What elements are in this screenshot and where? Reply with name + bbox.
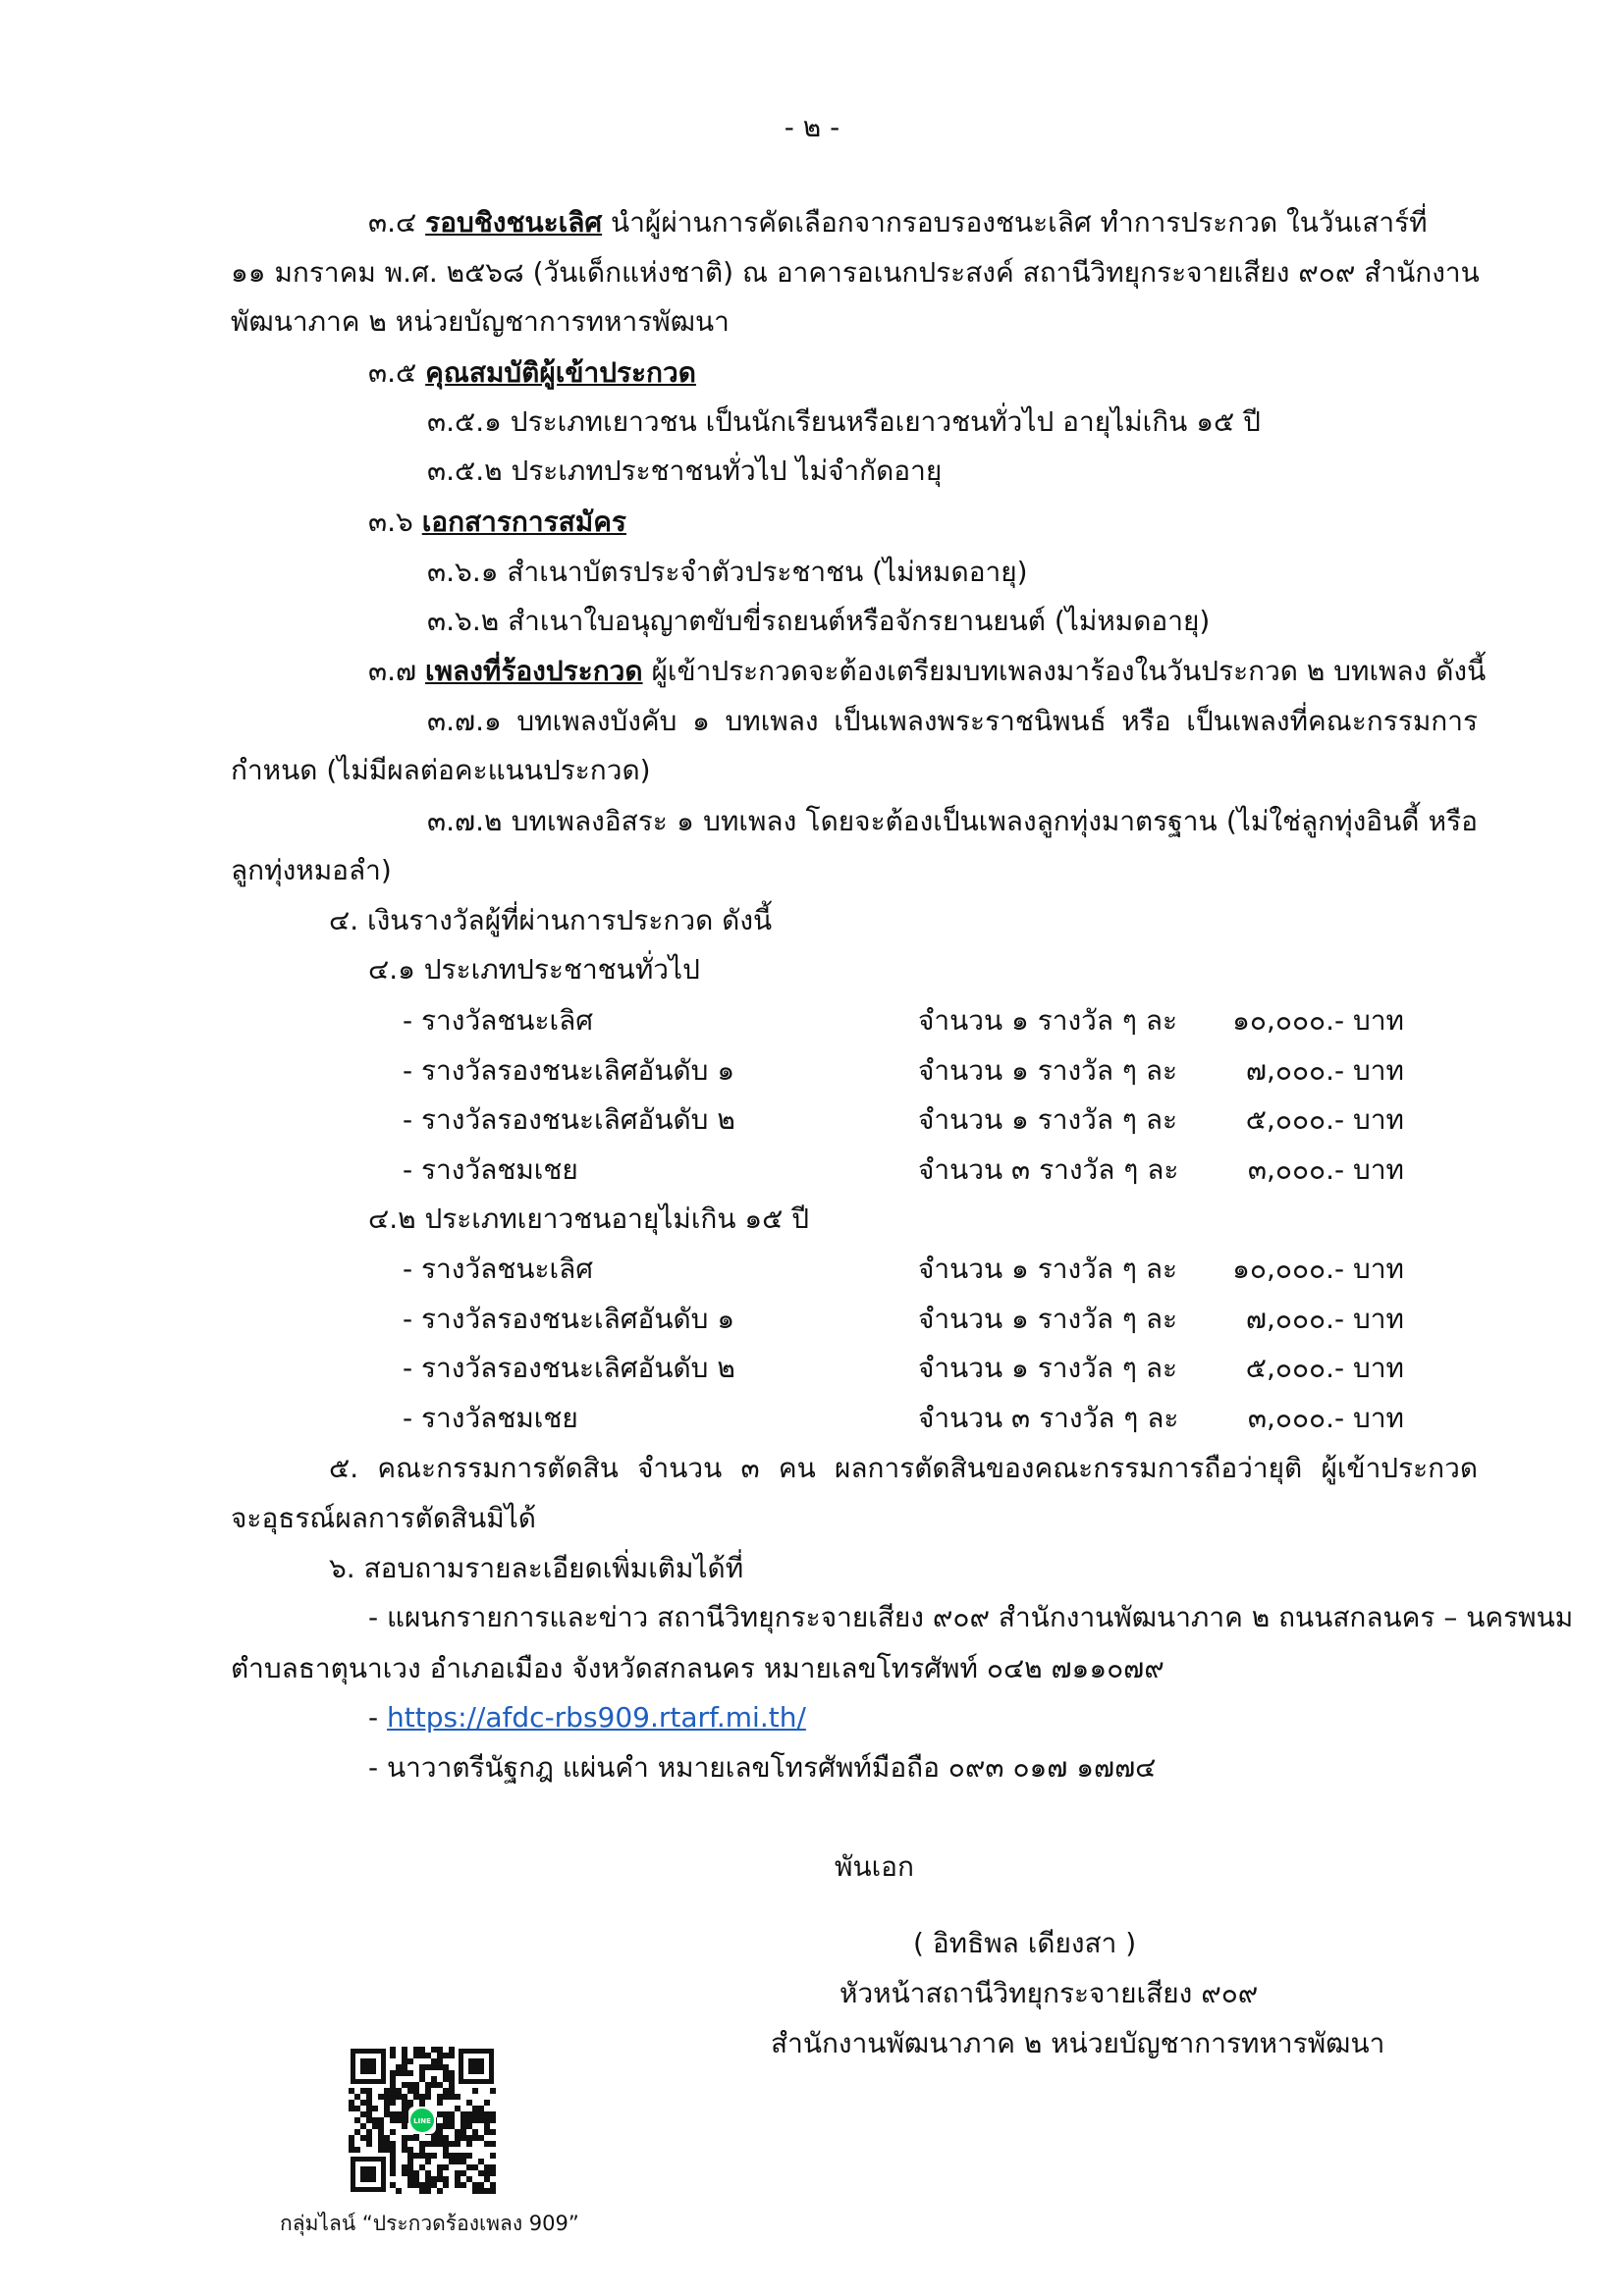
prize-quantity: จำนวน ๓ รางวัล ๆ ละ <box>918 1153 1179 1186</box>
prize-name: - รางวัลชมเชย <box>403 1402 578 1434</box>
section-3-6-1: ๓.๖.๑ สำเนาบัตรประจำตัวประชาชน (ไม่หมดอายุ) <box>427 556 1028 588</box>
section-3-7-number: ๓.๗ <box>368 655 417 687</box>
contact-website-link[interactable]: https://afdc-rbs909.rtarf.mi.th/ <box>387 1701 806 1734</box>
prize-name: - รางวัลรองชนะเลิศอันดับ ๒ <box>403 1103 735 1136</box>
prize-quantity: จำนวน ๑ รางวัล ๆ ละ <box>918 1303 1178 1335</box>
qr-caption: กลุ่มไลน์ “ประกวดร้องเพลง 909” <box>280 2212 579 2235</box>
section-3-6-number: ๓.๖ <box>368 506 413 538</box>
prize-name: - รางวัลชนะเลิศ <box>403 1004 594 1037</box>
section-3-7-2-line1: ๓.๗.๒ บทเพลงอิสระ ๑ บทเพลง โดยจะต้องเป็นเพลงลูกทุ่งมาตรฐาน (ไม่ใช่ลูกทุ่งอินดี้ หรือ <box>427 805 1478 837</box>
signature-name: ( อิทธิพล เดียงสา ) <box>913 1927 1137 1959</box>
prize-amount: ๓,๐๐๐.- บาท <box>1247 1153 1404 1186</box>
section-3-5-2: ๓.๕.๒ ประเภทประชาชนทั่วไป ไม่จำกัดอายุ <box>427 454 943 487</box>
prize-amount: ๑๐,๐๐๐.- บาท <box>1232 1004 1404 1037</box>
section-3-4-text-line2: ๑๑ มกราคม พ.ศ. ๒๕๖๘ (วันเด็กแห่งชาติ) ณ อาคารอเนกประสงค์ สถานีวิทยุกระจายเสียง ๙๐๙ สำนักงาน <box>231 256 1480 289</box>
prize-quantity: จำนวน ๑ รางวัล ๆ ละ <box>918 1352 1178 1384</box>
prize-amount: ๕,๐๐๐.- บาท <box>1245 1352 1404 1384</box>
section-3-7-text-line1: ผู้เข้าประกวดจะต้องเตรียมบทเพลงมาร้องในวันประกวด ๒ บทเพลง ดังนี้ <box>651 655 1487 687</box>
section-5-line2: จะอุธรณ์ผลการตัดสินมิได้ <box>231 1502 536 1534</box>
section-3-7-1-line2: กำหนด (ไม่มีผลต่อคะแนนประกวด) <box>231 754 651 786</box>
prize-name: - รางวัลชนะเลิศ <box>403 1253 594 1285</box>
prize-amount: ๑๐,๐๐๐.- บาท <box>1232 1253 1404 1285</box>
section-3-7-1-line1: ๓.๗.๑ บทเพลงบังคับ ๑ บทเพลง เป็นเพลงพระราชนิพนธ์ หรือ เป็นเพลงที่คณะกรรมการ <box>427 705 1478 737</box>
signature-position-line2: สำนักงานพัฒนาภาค ๒ หน่วยบัญชาการทหารพัฒนา <box>771 2027 1385 2059</box>
contact-website-line <box>368 1698 806 1737</box>
prize-amount: ๓,๐๐๐.- บาท <box>1247 1402 1404 1434</box>
section-3-6-heading-line <box>368 503 626 542</box>
prize-amount: ๗,๐๐๐.- บาท <box>1245 1303 1404 1335</box>
prize-amount: ๗,๐๐๐.- บาท <box>1245 1054 1404 1087</box>
prize-name: - รางวัลรองชนะเลิศอันดับ ๑ <box>403 1054 735 1087</box>
section-5-line1: ๕. คณะกรรมการตัดสิน จำนวน ๓ คน ผลการตัดสินของคณะกรรมการถือว่ายุติ ผู้เข้าประกวด <box>329 1452 1478 1484</box>
prize-group-title: ๔.๒ ประเภทเยาวชนอายุไม่เกิน ๑๕ ปี <box>368 1202 810 1235</box>
section-4-heading: ๔. เงินรางวัลผู้ที่ผ่านการประกวด ดังนี้ <box>329 904 773 936</box>
page-number: - ๒ - <box>784 111 840 143</box>
prize-name: - รางวัลชมเชย <box>403 1153 578 1186</box>
contact-office-line1: - แผนกรายการและข่าว สถานีวิทยุกระจายเสียง ๙๐๙ สำนักงานพัฒนาภาค ๒ ถนนสกลนคร – นครพนม <box>368 1601 1574 1633</box>
line-group-qr-code[interactable] <box>349 2047 496 2194</box>
prize-quantity: จำนวน ๓ รางวัล ๆ ละ <box>918 1402 1179 1434</box>
prize-quantity: จำนวน ๑ รางวัล ๆ ละ <box>918 1054 1178 1087</box>
section-3-4-text-line1: นำผู้ผ่านการคัดเลือกจากรอบรองชนะเลิศ ทำการประกวด ในวันเสาร์ที่ <box>611 206 1428 239</box>
section-3-7-heading: เพลงที่ร้องประกวด <box>425 655 643 687</box>
signature-rank: พันเอก <box>835 1850 914 1883</box>
contact-person: - นาวาตรีนัฐกฎ แผ่นคำ หมายเลขโทรศัพท์มือถือ ๐๙๓ ๐๑๗ ๑๗๗๔ <box>368 1751 1157 1784</box>
section-3-7-first-line <box>368 652 1486 691</box>
prize-quantity: จำนวน ๑ รางวัล ๆ ละ <box>918 1103 1178 1136</box>
signature-position-line1: หัวหน้าสถานีวิทยุกระจายเสียง ๙๐๙ <box>839 1977 1259 2009</box>
section-3-5-heading-line <box>368 353 696 393</box>
prize-quantity: จำนวน ๑ รางวัล ๆ ละ <box>918 1253 1178 1285</box>
prize-group-title: ๔.๑ ประเภทประชาชนทั่วไป <box>368 953 700 986</box>
section-3-5-number: ๓.๕ <box>368 356 417 389</box>
section-3-4-heading: รอบชิงชนะเลิศ <box>425 206 603 239</box>
section-3-6-2: ๓.๖.๒ สำเนาใบอนุญาตขับขี่รถยนต์หรือจักรยานยนต์ (ไม่หมดอายุ) <box>427 605 1211 637</box>
section-3-5-1: ๓.๕.๑ ประเภทเยาวชน เป็นนักเรียนหรือเยาวชนทั่วไป อายุไม่เกิน ๑๕ ปี <box>427 405 1261 438</box>
contact-website-bullet: - <box>368 1701 379 1734</box>
prize-name: - รางวัลรองชนะเลิศอันดับ ๑ <box>403 1303 735 1335</box>
prize-quantity: จำนวน ๑ รางวัล ๆ ละ <box>918 1004 1178 1037</box>
section-6-heading: ๖. สอบถามรายละเอียดเพิ่มเติมได้ที่ <box>329 1552 744 1584</box>
prize-name: - รางวัลรองชนะเลิศอันดับ ๒ <box>403 1352 735 1384</box>
section-3-6-heading: เอกสารการสมัคร <box>421 506 626 538</box>
section-3-5-heading: คุณสมบัติผู้เข้าประกวด <box>425 356 696 389</box>
contact-office-line2: ตำบลธาตุนาเวง อำเภอเมือง จังหวัดสกลนคร หมายเลขโทรศัพท์ ๐๔๒ ๗๑๑๐๗๙ <box>231 1652 1164 1684</box>
line-logo-label: LINE <box>413 2117 431 2125</box>
section-3-4-number: ๓.๔ <box>368 206 417 239</box>
section-3-7-2-line2: ลูกทุ่งหมอลำ) <box>231 854 392 886</box>
section-3-4-first-line <box>368 203 1428 242</box>
section-3-4-text-line3: พัฒนาภาค ๒ หน่วยบัญชาการทหารพัฒนา <box>231 305 730 338</box>
prize-amount: ๕,๐๐๐.- บาท <box>1245 1103 1404 1136</box>
